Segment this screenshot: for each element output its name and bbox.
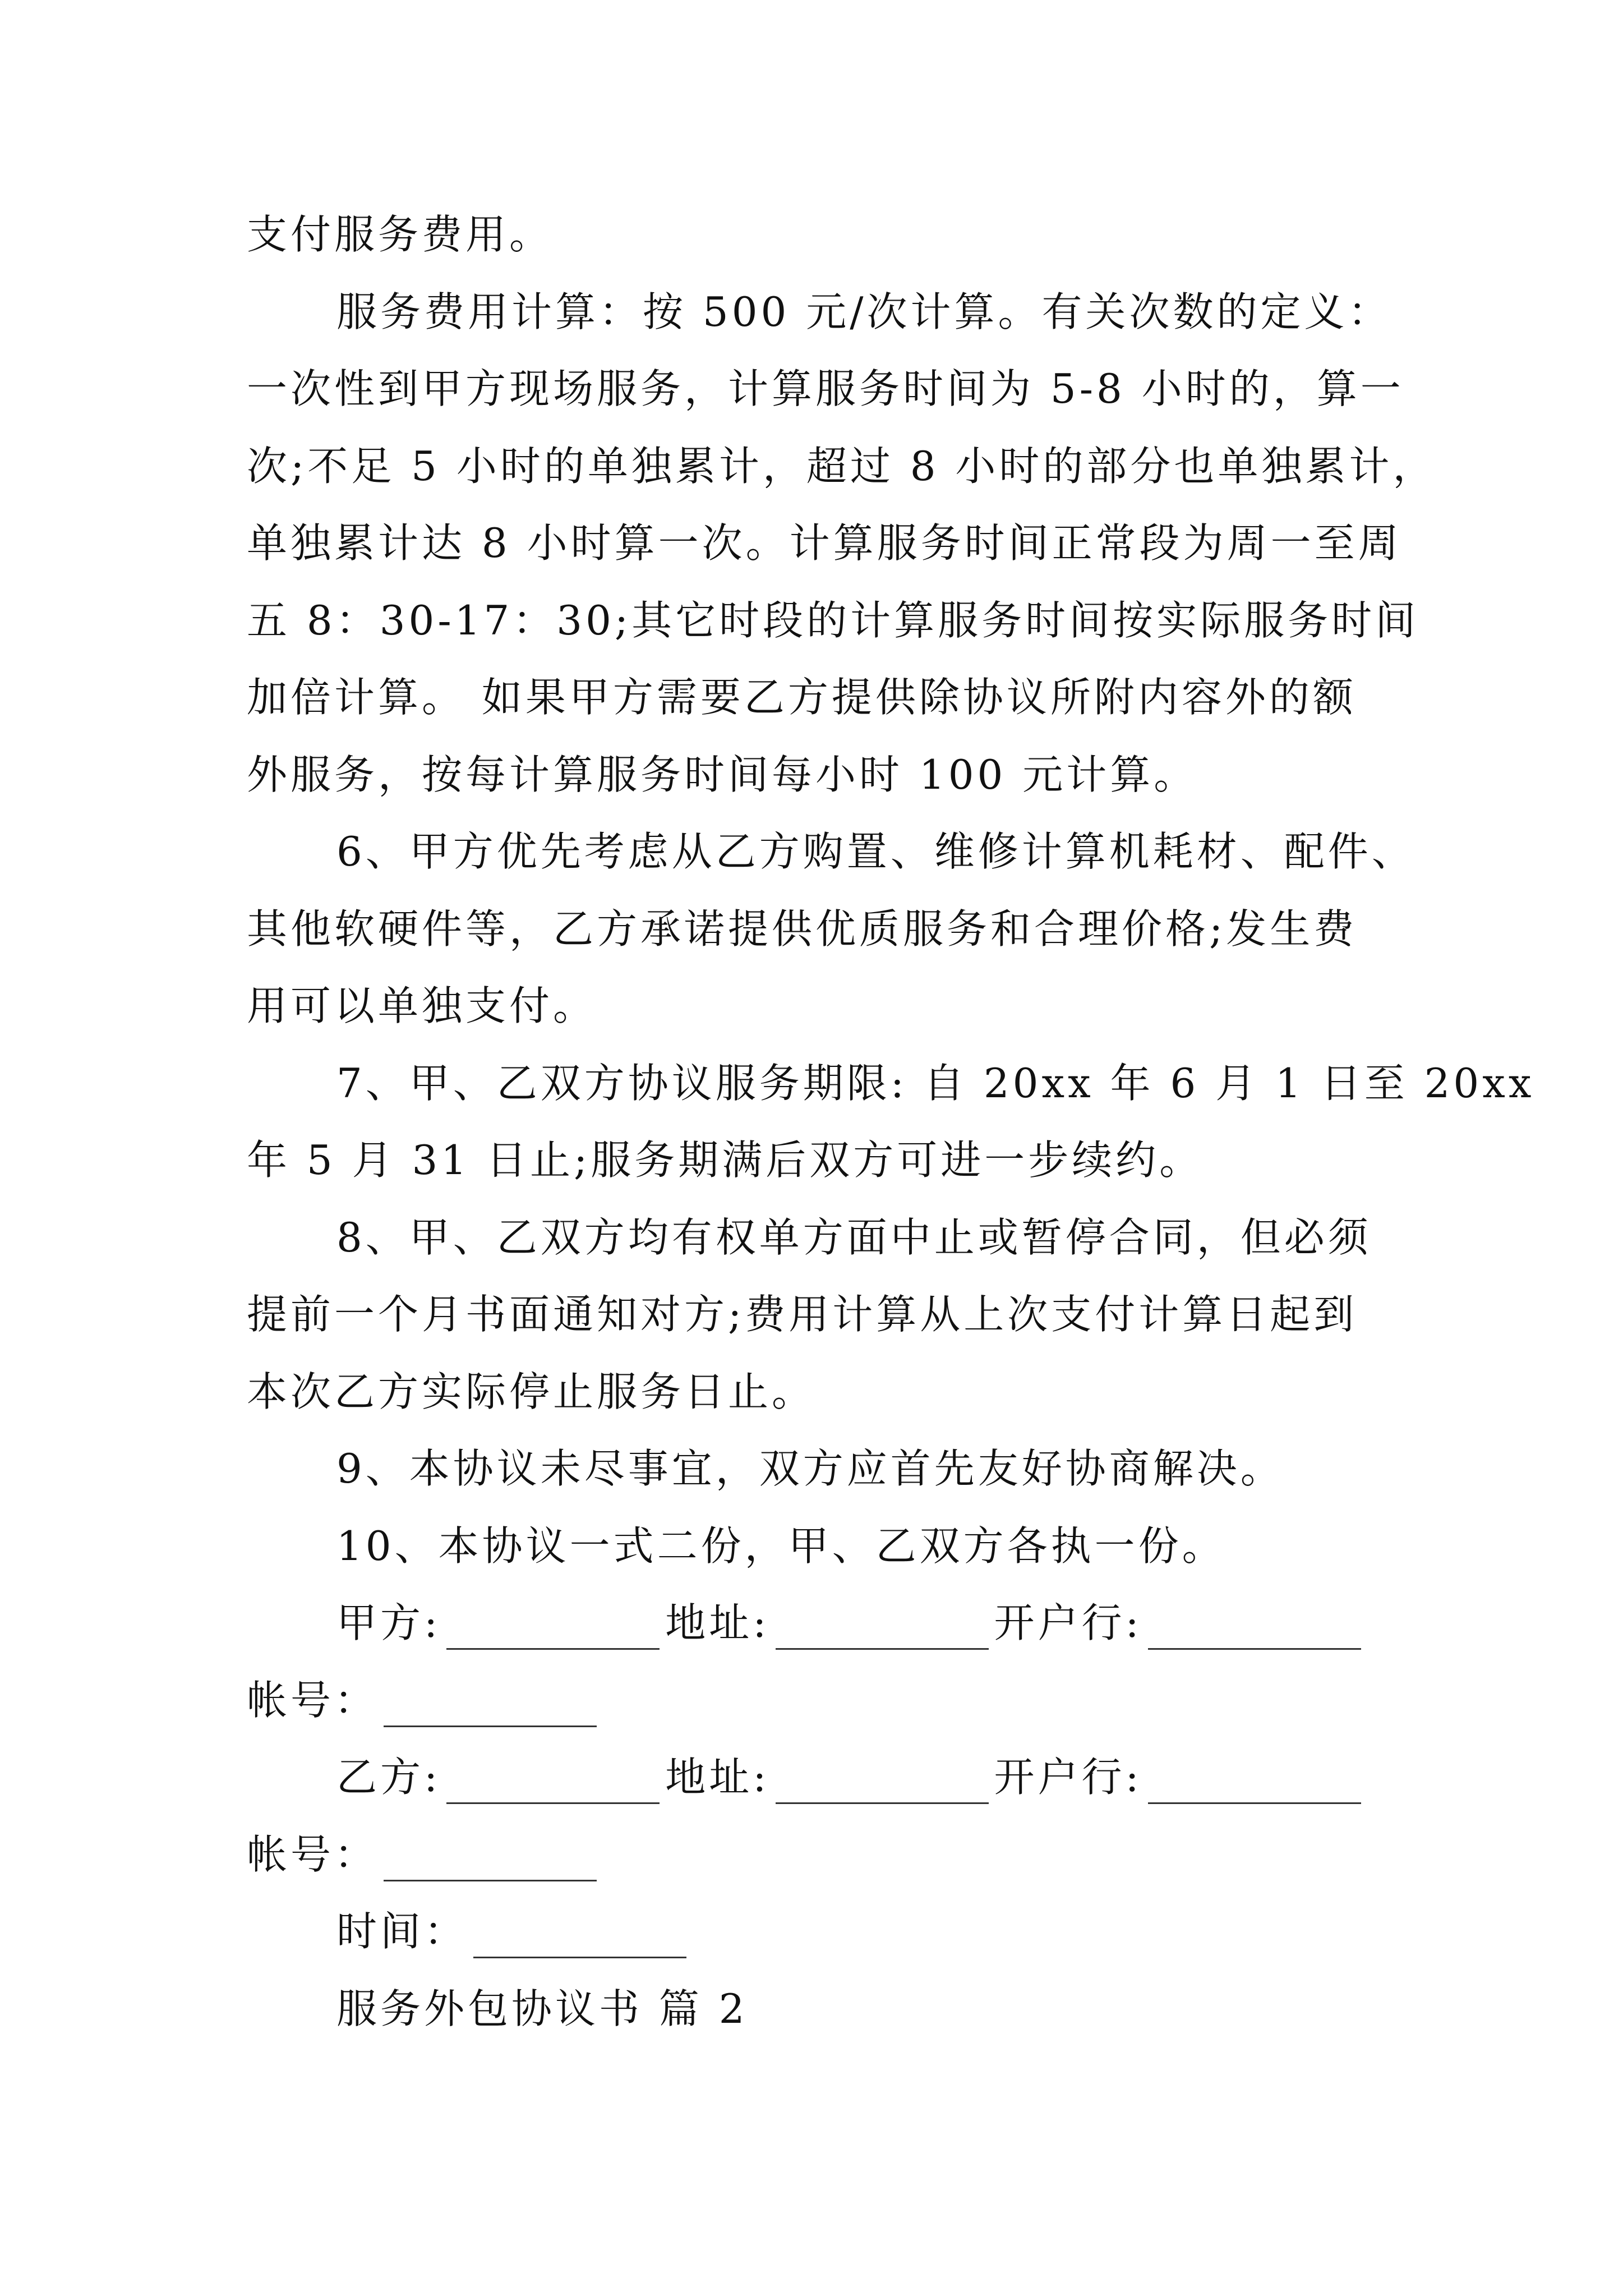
paragraph-line: 本次乙方实际停止服务日止。 — [247, 1368, 816, 1415]
paragraph-line: 一次性到甲方现场服务，计算服务时间为 5-8 小时的，算一 — [247, 365, 1404, 412]
paragraph-line: 用可以单独支付。 — [247, 982, 597, 1029]
party-b-blank[interactable] — [446, 1757, 660, 1804]
paragraph-line: 9、本协议未尽事宜，双方应首先友好协商解决。 — [336, 1445, 1284, 1492]
bank-label: 开户行: — [994, 1599, 1142, 1646]
address-label: 地址: — [665, 1599, 770, 1646]
paragraph-line: 年 5 月 31 日止;服务期满后双方可进一步续约。 — [247, 1137, 1204, 1184]
paragraph-line: 其他软硬件等，乙方承诺提供优质服务和合理价格;发生费 — [247, 905, 1358, 953]
party-a-blank[interactable] — [446, 1603, 660, 1650]
time-row — [336, 1904, 692, 1958]
paragraph-line: 服务费用计算：按 500 元/次计算。有关次数的定义： — [336, 288, 1392, 335]
party-a-account-row — [247, 1673, 602, 1727]
next-section-heading: 服务外包协议书 篇 2 — [336, 1985, 748, 2032]
party-b-row — [336, 1750, 1367, 1804]
account-blank[interactable] — [384, 1835, 597, 1881]
paragraph-line: 单独累计达 8 小时算一次。计算服务时间正常段为周一至周 — [247, 519, 1402, 567]
account-blank[interactable] — [384, 1681, 597, 1727]
paragraph-line: 加倍计算。 如果甲方需要乙方提供除协议所附内容外的额 — [247, 674, 1357, 721]
paragraph-line: 7、甲、乙双方协议服务期限: 自 20xx 年 6 月 1 日至 20xx — [336, 1060, 1535, 1107]
paragraph-line: 8、甲、乙双方均有权单方面中止或暂停合同，但必须 — [336, 1214, 1372, 1261]
paragraph-line: 10、本协议一式二份，甲、乙双方各执一份。 — [336, 1522, 1226, 1570]
paragraph-line: 支付服务费用。 — [247, 211, 554, 258]
address-blank[interactable] — [776, 1603, 989, 1650]
paragraph-line: 6、甲方优先考虑从乙方购置、维修计算机耗材、配件、 — [336, 828, 1415, 875]
bank-blank[interactable] — [1148, 1603, 1361, 1650]
bank-label: 开户行: — [994, 1754, 1142, 1801]
address-blank[interactable] — [776, 1757, 989, 1804]
party-b-label: 乙方: — [336, 1754, 441, 1801]
account-label: 帐号： — [247, 1677, 379, 1724]
paragraph-line: 提前一个月书面通知对方;费用计算从上次支付计算日起到 — [247, 1291, 1358, 1338]
account-label: 帐号： — [247, 1831, 379, 1878]
time-blank[interactable] — [473, 1912, 686, 1958]
party-a-row — [336, 1596, 1367, 1650]
paragraph-line: 五 8：30-17：30;其它时段的计算服务时间按实际服务时间 — [247, 597, 1419, 644]
bank-blank[interactable] — [1148, 1757, 1361, 1804]
time-label: 时间： — [336, 1908, 468, 1955]
paragraph-line: 次;不足 5 小时的单独累计，超过 8 小时的部分也单独累计， — [247, 443, 1437, 490]
paragraph-line: 外服务，按每计算服务时间每小时 100 元计算。 — [247, 751, 1198, 798]
party-a-label: 甲方: — [336, 1599, 441, 1646]
party-b-account-row — [247, 1828, 602, 1881]
address-label: 地址: — [665, 1754, 770, 1801]
